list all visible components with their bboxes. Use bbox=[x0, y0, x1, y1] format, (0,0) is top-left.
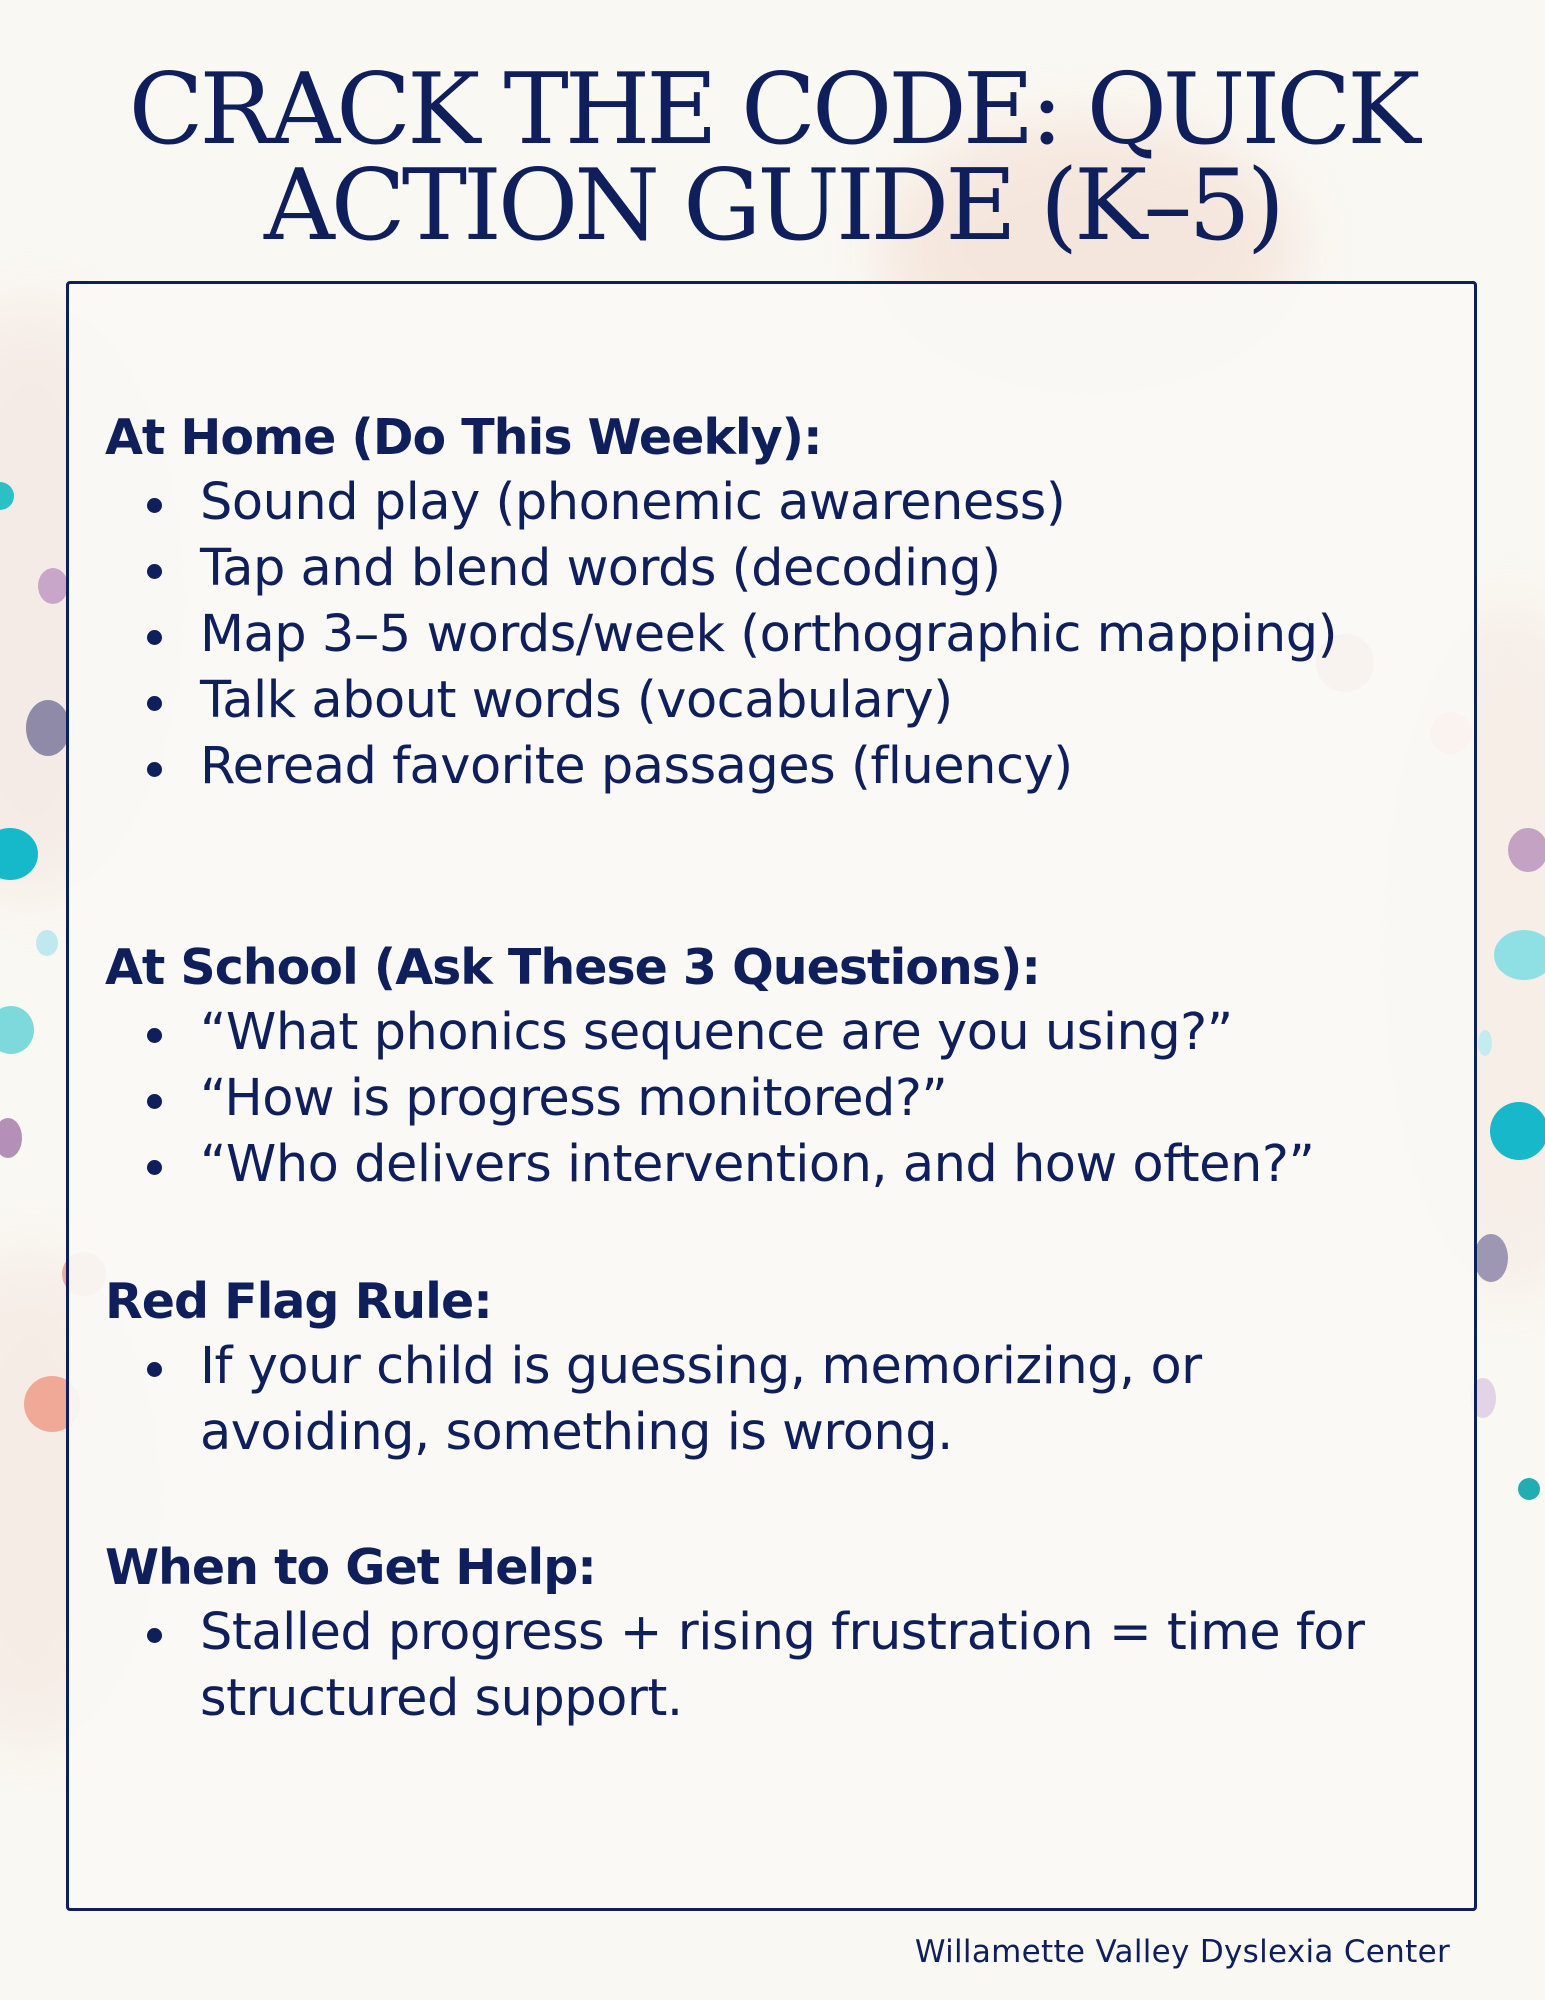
list-item-text: If your child is guessing, memorizing, or avoiding, something is wrong. bbox=[200, 1337, 1202, 1462]
decorative-dot bbox=[26, 700, 70, 756]
list-item bbox=[105, 1600, 1445, 1732]
list-item bbox=[105, 536, 1445, 602]
footer-organization-name: Willamette Valley Dyslexia Center bbox=[914, 1934, 1450, 1970]
bullet-icon bbox=[147, 1028, 162, 1043]
decorative-dot bbox=[38, 568, 68, 604]
list-item-text: “How is progress monitored?” bbox=[200, 1069, 948, 1128]
page-title bbox=[0, 53, 1545, 263]
title-line-1: CRACK THE CODE: QUICK bbox=[128, 53, 1417, 167]
section-when-to-get-help bbox=[105, 1536, 1445, 1732]
list-item-text: Sound play (phonemic awareness) bbox=[200, 473, 1066, 532]
section-red-flag-rule bbox=[105, 1270, 1445, 1466]
bullet-icon bbox=[147, 762, 162, 777]
bullet-icon bbox=[147, 1094, 162, 1109]
list-item bbox=[105, 668, 1445, 734]
list-item bbox=[105, 1000, 1445, 1066]
section-at-home bbox=[105, 406, 1445, 800]
decorative-dot bbox=[1518, 1478, 1540, 1500]
bullet-icon bbox=[147, 696, 162, 711]
bullet-icon bbox=[147, 630, 162, 645]
section-at-school bbox=[105, 936, 1445, 1198]
section-heading: When to Get Help: bbox=[105, 1539, 596, 1596]
list-item-text: Reread favorite passages (fluency) bbox=[200, 737, 1073, 796]
decorative-dot bbox=[1474, 1234, 1508, 1282]
guide-card bbox=[66, 281, 1477, 1911]
section-heading: At Home (Do This Weekly): bbox=[105, 409, 822, 466]
list-item bbox=[105, 1334, 1445, 1466]
bullet-icon bbox=[147, 1362, 162, 1377]
decorative-dot bbox=[1508, 828, 1545, 872]
bullet-icon bbox=[147, 1160, 162, 1175]
decorative-dot bbox=[1478, 1030, 1492, 1056]
list-item-text: Map 3–5 words/week (orthographic mapping) bbox=[200, 605, 1338, 664]
bullet-icon bbox=[147, 564, 162, 579]
list-item-text: “Who delivers intervention, and how often?” bbox=[200, 1135, 1315, 1194]
list-item bbox=[105, 734, 1445, 800]
bullet-list bbox=[105, 1334, 1445, 1466]
decorative-dot bbox=[36, 930, 58, 956]
list-item-text: Stalled progress + rising frustration = time for structured support. bbox=[200, 1603, 1365, 1728]
list-item-text: Talk about words (vocabulary) bbox=[200, 671, 953, 730]
list-item bbox=[105, 470, 1445, 536]
bullet-list bbox=[105, 1600, 1445, 1732]
list-item bbox=[105, 1132, 1445, 1198]
bullet-icon bbox=[147, 498, 162, 513]
bullet-list bbox=[105, 1000, 1445, 1198]
list-item-text: “What phonics sequence are you using?” bbox=[200, 1003, 1233, 1062]
title-line-2: ACTION GUIDE (K–5) bbox=[264, 149, 1281, 263]
section-heading: Red Flag Rule: bbox=[105, 1273, 492, 1330]
decorative-dot bbox=[0, 1118, 22, 1158]
decorative-dot bbox=[1494, 930, 1545, 980]
list-item bbox=[105, 1066, 1445, 1132]
bullet-icon bbox=[147, 1628, 162, 1643]
decorative-dot bbox=[0, 1006, 34, 1054]
decorative-dot bbox=[1490, 1102, 1545, 1160]
bullet-list bbox=[105, 470, 1445, 800]
list-item bbox=[105, 602, 1445, 668]
section-heading: At School (Ask These 3 Questions): bbox=[105, 939, 1040, 996]
list-item-text: Tap and blend words (decoding) bbox=[200, 539, 1001, 598]
